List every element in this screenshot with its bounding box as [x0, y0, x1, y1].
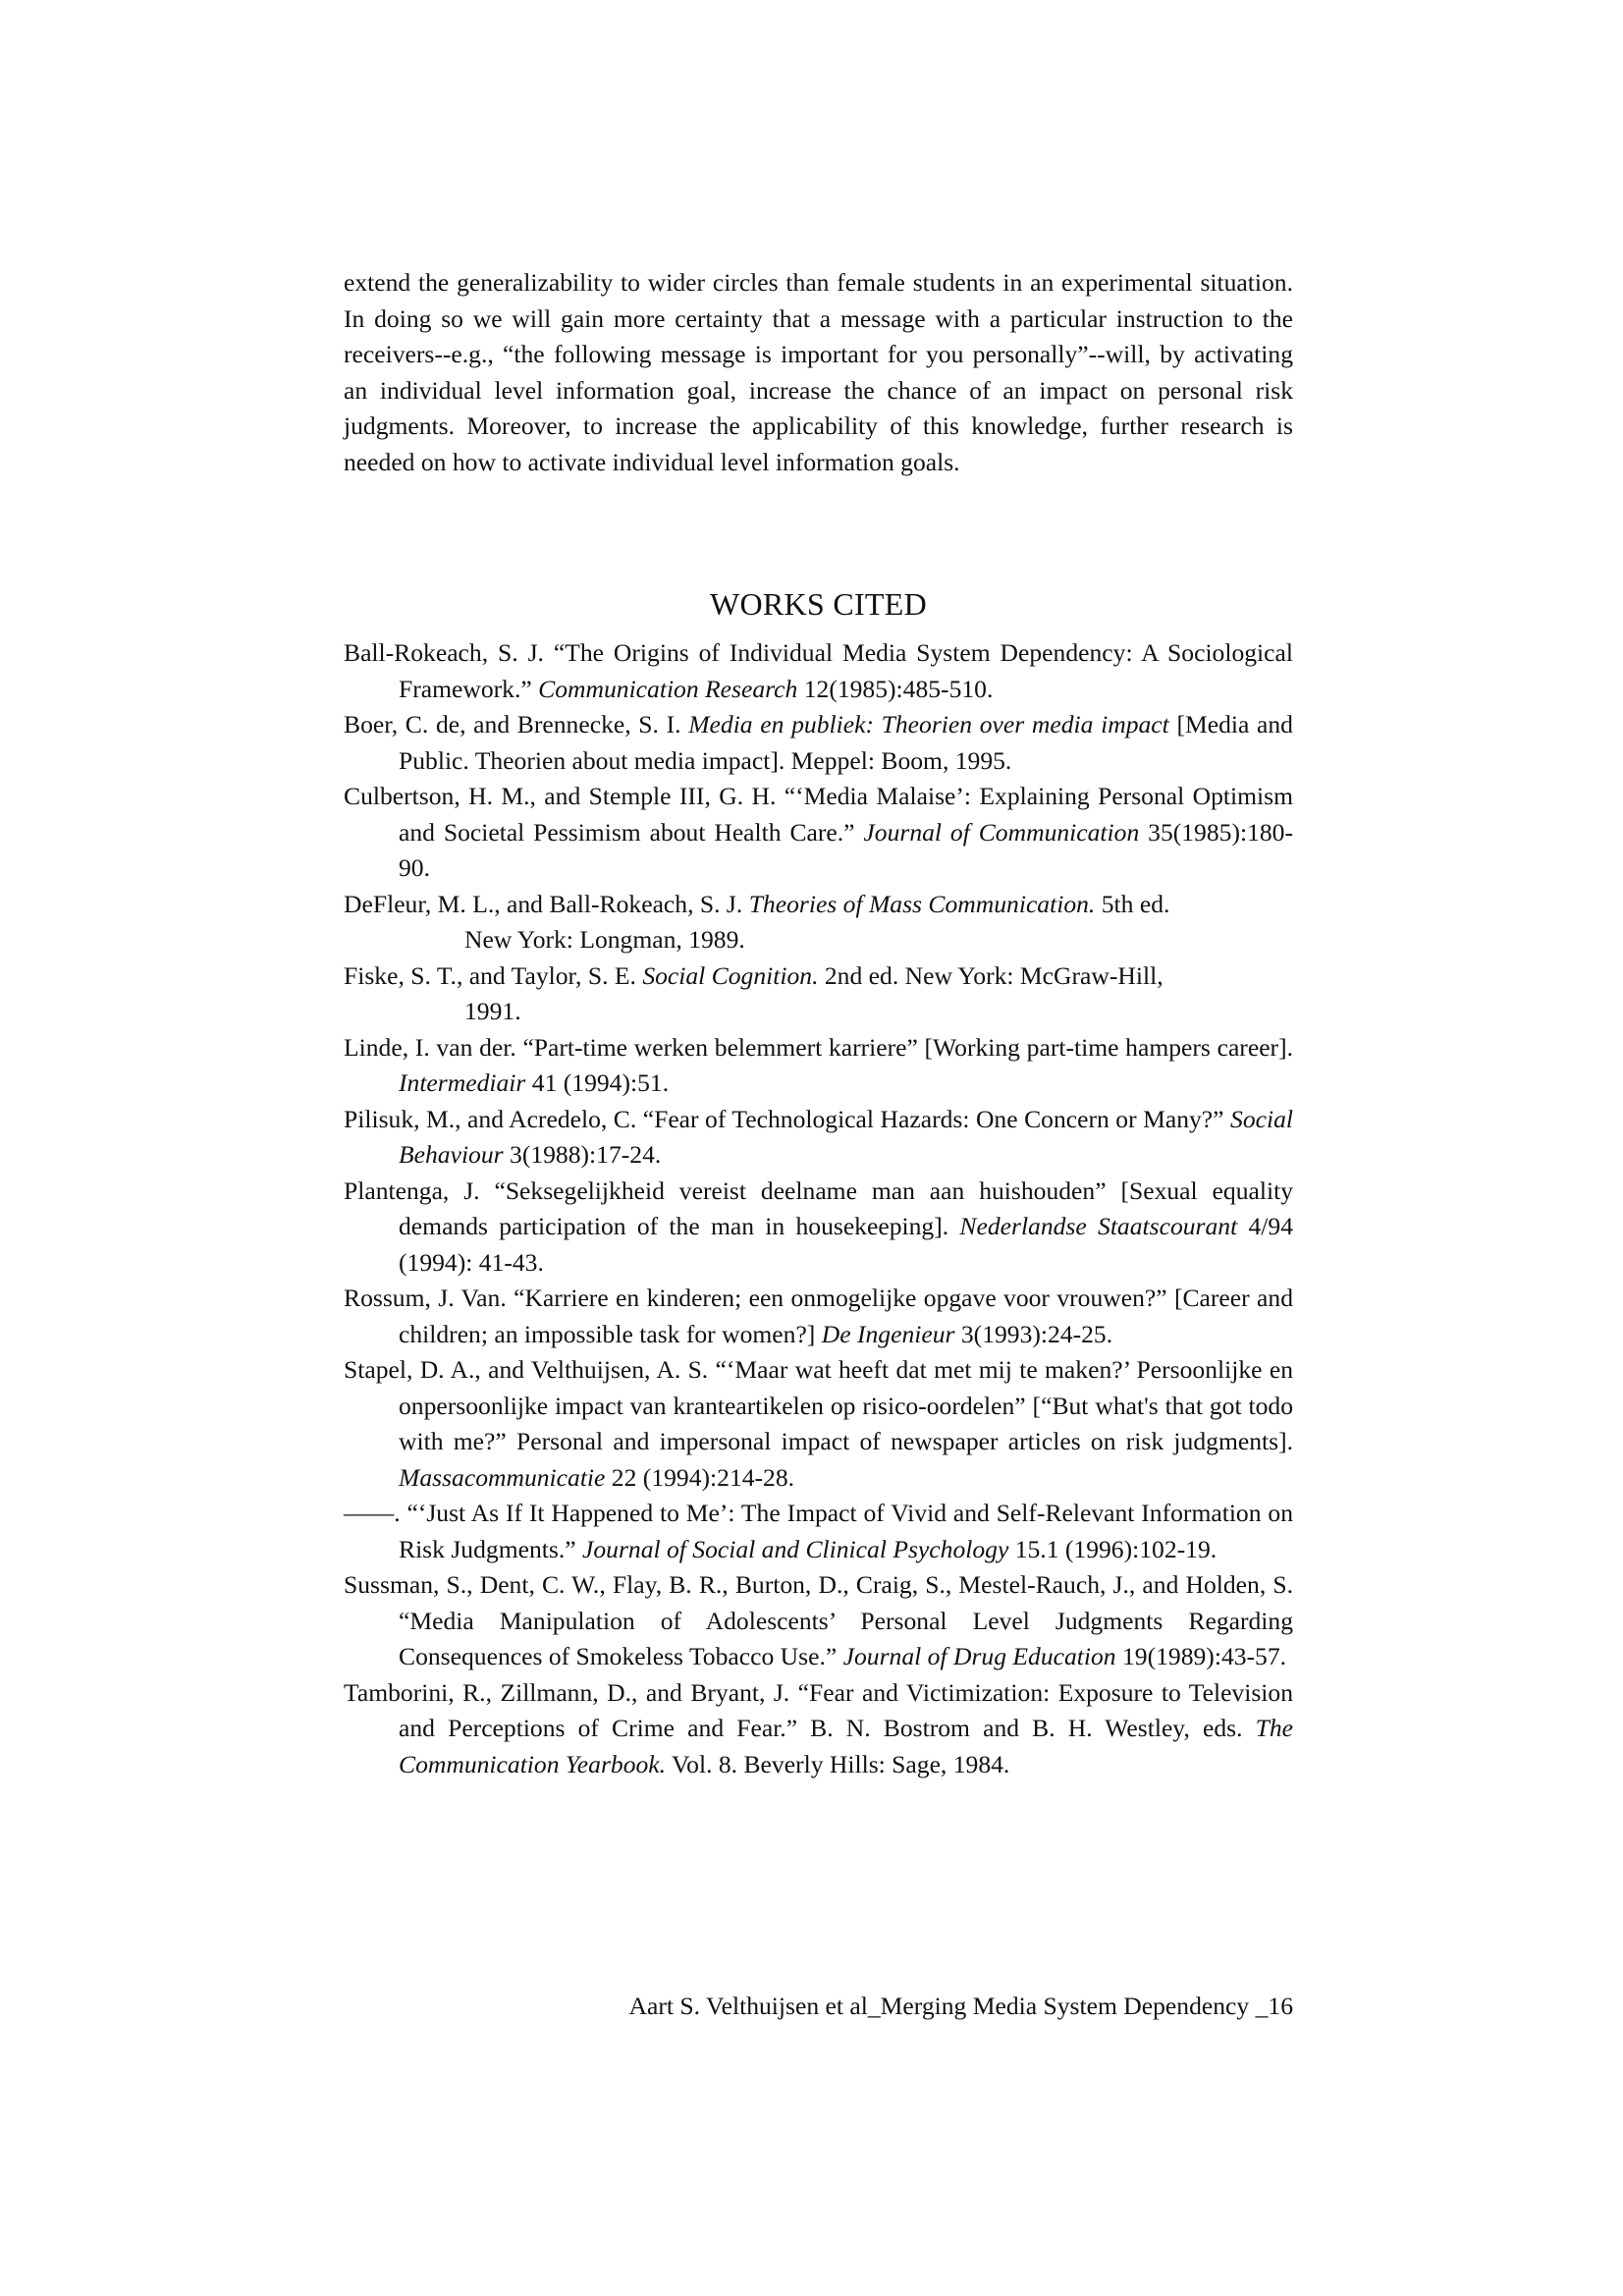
reference-item: Plantenga, J. “Seksegelijkheid vereist deelname man aan huishouden” [Sexual equality demands participation of the man in housekeeping]. Nederlandse Staatscourant 4/94 (1994): 41-43.	[344, 1175, 1293, 1277]
body-paragraph: extend the generalizability to wider circles than female students in an experimental situation. In doing so we will gain more certainty that a message with a particular instruction to the receivers--e.g., “the following message is important for you personally”--will, by activating an individual level information goal, increase the chance of an impact on personal risk judgments. Moreover, to increase the applicability of this knowledge, further research is needed on how to activate individual level information goals.	[344, 268, 1293, 476]
reference-item: Stapel, D. A., and Velthuijsen, A. S. “‘Maar wat heeft dat met mij te maken?’ Persoonlijke en onpersoonlijke impact van kranteartikelen op risico-oordelen” [“But what's that got todo with me?” Personal and impersonal impact of newspaper articles on risk judgments]. Massacommunicatie 22 (1994):214-28.	[344, 1355, 1293, 1492]
reference-item: Sussman, S., Dent, C. W., Flay, B. R., Burton, D., Craig, S., Mestel-Rauch, J., and Holden, S. “Media Manipulation of Adolescents’ Personal Level Judgments Regarding Consequences of Smokeless Tobacco Use.” Journal of Drug Education 19(1989):43-57.	[344, 1570, 1293, 1670]
reference-item: DeFleur, M. L., and Ball-Rokeach, S. J. Theories of Mass Communication. 5th ed. New York: Longman, 1989.	[344, 887, 1293, 958]
page-content	[344, 265, 1293, 1782]
reference-item: Rossum, J. Van. “Karriere en kinderen; een onmogelijke opgave voor vrouwen?” [Career and children; an impossible task for women?] De Ingenieur 3(1993):24-25.	[344, 1284, 1293, 1348]
reference-item: Ball-Rokeach, S. J. “The Origins of Individual Media System Dependency: A Sociological Framework.” Communication Research 12(1985):485-510.	[344, 638, 1293, 703]
reference-item: Linde, I. van der. “Part-time werken belemmert karriere” [Working part-time hampers career]. Intermediair 41 (1994):51.	[344, 1032, 1293, 1097]
reference-item: Boer, C. de, and Brennecke, S. I. Media en publiek: Theorien over media impact [Media and Public. Theorien about media impact]. Meppel: Boom, 1995.	[344, 710, 1293, 775]
reference-item: Culbertson, H. M., and Stemple III, G. H. “‘Media Malaise’: Explaining Personal Optimism and Societal Pessimism about Health Care.” Journal of Communication 35(1985):180-90.	[344, 782, 1293, 882]
reference-item: Pilisuk, M., and Acredelo, C. “Fear of Technological Hazards: One Concern or Many?” Social Behaviour 3(1988):17-24.	[344, 1104, 1293, 1169]
reference-item: Fiske, S. T., and Taylor, S. E. Social Cognition. 2nd ed. New York: McGraw-Hill, 1991.	[344, 958, 1293, 1030]
page-footer: Aart S. Velthuijsen et al_Merging Media System Dependency _16	[628, 1992, 1293, 2020]
reference-item: ——. “‘Just As If It Happened to Me’: The Impact of Vivid and Self-Relevant Information on Risk Judgments.” Journal of Social and Clinical Psychology 15.1 (1996):102-19.	[344, 1499, 1293, 1563]
reference-continuation: New York: Longman, 1989.	[464, 925, 745, 954]
reference-list	[344, 635, 1293, 1782]
works-cited-heading: WORKS CITED	[709, 586, 928, 622]
reference-continuation: 1991.	[464, 997, 521, 1025]
reference-item: Tamborini, R., Zillmann, D., and Bryant, J. “Fear and Victimization: Exposure to Television and Perceptions of Crime and Fear.” B. N. Bostrom and B. H. Westley, eds. The Communication Yearbook. Vol. 8. Beverly Hills: Sage, 1984.	[344, 1677, 1293, 1778]
